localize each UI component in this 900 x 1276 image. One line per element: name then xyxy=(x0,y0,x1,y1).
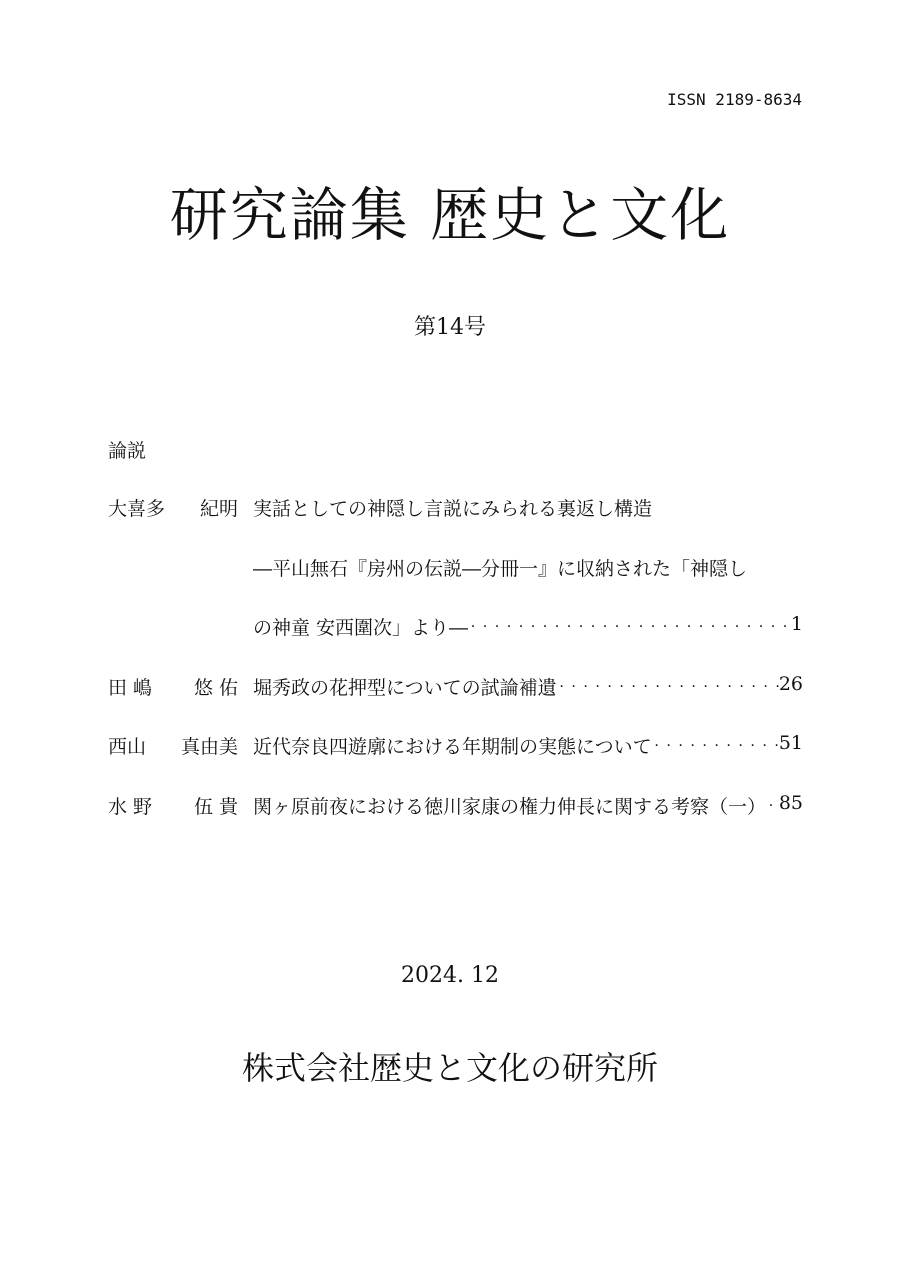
page-number: 51 xyxy=(778,732,803,754)
issn-number: ISSN 2189-8634 xyxy=(667,90,802,109)
page-number: 1 xyxy=(790,613,803,635)
author-name xyxy=(108,732,238,759)
author-family-name: 水 野 xyxy=(108,796,153,818)
article-title: 近代奈良四遊廓における年期制の実態について xyxy=(253,736,652,758)
author-family-name: 田 嶋 xyxy=(108,677,153,699)
author-given-name: 真由美 xyxy=(180,736,238,758)
toc-entry-1-line-3 xyxy=(108,613,803,643)
page-number: 85 xyxy=(778,792,803,814)
publisher-name: 株式会社歴史と文化の研究所 xyxy=(241,1049,658,1087)
article-title-line: 実話としての神隠し言説にみられる裏返し構造 xyxy=(253,498,653,520)
article-title: 堀秀政の花押型についての試論補遺 xyxy=(253,677,557,699)
leader-dots xyxy=(766,792,779,819)
author-name xyxy=(108,673,238,700)
issue-number: 第14号 xyxy=(414,315,486,340)
author-given-name: 悠 佑 xyxy=(193,677,238,699)
journal-title: 研究論集 歴史と文化 xyxy=(169,181,731,249)
author-given-name: 紀明 xyxy=(199,498,238,520)
page-number: 26 xyxy=(778,673,803,695)
author-family-name: 大喜多 xyxy=(108,498,166,520)
article-subtitle-line: ―平山無石『房州の伝説―分冊一』に収納された「神隠し xyxy=(253,558,748,580)
leader-dots xyxy=(557,673,779,700)
article-subtitle-line: の神童 安西圍次」より― xyxy=(253,617,469,639)
author-name xyxy=(108,792,238,819)
leader-dots xyxy=(468,613,791,640)
section-heading: 論説 xyxy=(108,440,147,462)
toc-entry-4[interactable] xyxy=(108,792,803,822)
toc-entry-1[interactable] xyxy=(108,494,803,524)
leader-dots xyxy=(652,732,779,759)
toc-entry-3[interactable] xyxy=(108,732,803,762)
toc-entry-1-line-2 xyxy=(108,554,803,584)
author-given-name: 伍 貴 xyxy=(193,796,238,818)
publication-date: 2024. 12 xyxy=(401,963,499,988)
author-family-name: 西山 xyxy=(108,736,147,758)
article-title: 関ヶ原前夜における徳川家康の権力伸長に関する考察（一） xyxy=(253,796,767,818)
toc-entry-2[interactable] xyxy=(108,673,803,703)
author-name xyxy=(108,494,238,521)
